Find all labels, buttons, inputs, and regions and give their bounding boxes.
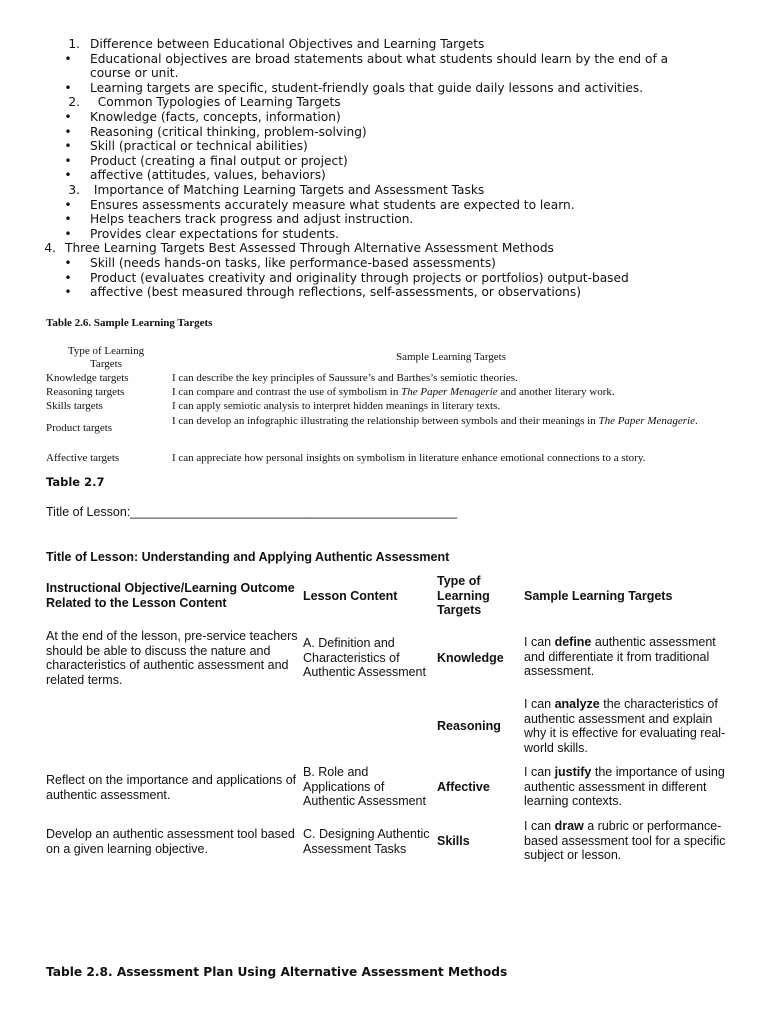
outline-item-text: Importance of Matching Learning Targets and Assessment Tasks bbox=[90, 182, 485, 197]
bullet-marker: • bbox=[64, 226, 72, 241]
target-text: . bbox=[694, 415, 698, 427]
outline-item-text: Reasoning (critical thinking, problem-solving) bbox=[90, 124, 367, 139]
bullet-marker: • bbox=[64, 80, 72, 95]
bullet-marker: • bbox=[64, 124, 72, 139]
outline-item-text: Knowledge (facts, concepts, information) bbox=[90, 109, 341, 124]
outline-item bbox=[0, 110, 768, 125]
sample-learning-target bbox=[524, 819, 734, 863]
outline-item bbox=[0, 183, 768, 198]
target-text: I can apply semiotic analysis to interpret hidden meanings in literary texts. bbox=[172, 400, 501, 412]
learning-objective: Develop an authentic assessment tool based on a given learning objective. bbox=[46, 827, 295, 856]
lesson-title: Title of Lesson: Understanding and Applying Authentic Assessment bbox=[46, 550, 450, 564]
outline-item-text: Difference between Educational Objectives and Learning Targets bbox=[90, 37, 485, 51]
bullet-marker: • bbox=[64, 139, 72, 154]
outline-item bbox=[0, 256, 768, 271]
lesson-title-blank: Title of Lesson:_______________________________________________ bbox=[46, 505, 458, 519]
target-text: I can bbox=[524, 819, 555, 833]
bullet-marker: • bbox=[64, 109, 72, 124]
outline-item-text: affective (best measured through reflections, self-assessments, or observations) bbox=[90, 285, 582, 300]
learning-target-type: Affective targets bbox=[46, 452, 120, 464]
learning-target-type: Skills bbox=[437, 834, 470, 848]
table-2-7-header-content: Lesson Content bbox=[303, 589, 398, 603]
table-2-7-header-type: Type of Learning Targets bbox=[437, 574, 490, 618]
number-marker: 4. bbox=[44, 241, 56, 256]
lesson-content: C. Designing Authentic Assessment Tasks bbox=[303, 827, 430, 856]
number-marker: 2. bbox=[68, 95, 80, 110]
learning-objective: Reflect on the importance and applications of authentic assessment. bbox=[46, 773, 297, 802]
outline-list bbox=[0, 37, 768, 300]
table-2-7-header-sample: Sample Learning Targets bbox=[524, 589, 673, 603]
table-2-6-caption: Table 2.6. Sample Learning Targets bbox=[46, 317, 213, 329]
target-text: I can bbox=[524, 697, 555, 711]
bullet-marker: • bbox=[64, 153, 72, 168]
target-text: a rubric or performance-based assessment tool for a specific subject or lesson. bbox=[524, 819, 726, 863]
table-2-7-header-objective: Instructional Objective/Learning Outcome Related to the Lesson Content bbox=[46, 581, 295, 610]
action-verb: draw bbox=[554, 819, 584, 833]
outline-item bbox=[0, 37, 768, 52]
bullet-marker: • bbox=[64, 270, 72, 285]
sample-learning-target bbox=[172, 400, 742, 413]
sample-learning-target bbox=[172, 386, 742, 399]
lesson-content: B. Role and Applications of Authentic Assessment bbox=[303, 765, 426, 809]
outline-item-text: Three Learning Targets Best Assessed Through Alternative Assessment Methods bbox=[65, 241, 554, 256]
learning-target-type: Reasoning targets bbox=[46, 386, 125, 398]
bullet-marker: • bbox=[64, 285, 72, 300]
learning-target-type: Affective bbox=[437, 780, 490, 794]
outline-item bbox=[0, 227, 768, 242]
action-verb: justify bbox=[554, 765, 592, 779]
outline-item-text: Educational objectives are broad statements about what students should learn by the end of a course or unit. bbox=[90, 51, 673, 81]
sample-learning-target bbox=[172, 415, 742, 428]
outline-item bbox=[0, 125, 768, 140]
sample-learning-target bbox=[524, 635, 734, 679]
learning-target-type: Skills targets bbox=[46, 400, 103, 412]
literary-title: The Paper Menagerie bbox=[401, 386, 498, 398]
target-text: I can bbox=[524, 765, 555, 779]
outline-item-text: Common Typologies of Learning Targets bbox=[90, 95, 341, 110]
outline-item bbox=[0, 241, 768, 256]
outline-item-text: Ensures assessments accurately measure what students are expected to learn. bbox=[90, 197, 575, 212]
learning-target-type: Knowledge bbox=[437, 651, 504, 665]
bullet-marker: • bbox=[64, 168, 72, 183]
target-text: and another literary work. bbox=[497, 386, 615, 398]
lesson-content: A. Definition and Characteristics of Authentic Assessment bbox=[303, 636, 426, 680]
outline-item-text: Skill (needs hands-on tasks, like performance-based assessments) bbox=[90, 255, 496, 270]
table-2-6-header-type: Type of Learning Targets bbox=[67, 345, 145, 370]
outline-item-text: Skill (practical or technical abilities) bbox=[90, 139, 308, 154]
outline-item bbox=[0, 212, 768, 227]
action-verb: define bbox=[554, 635, 592, 649]
outline-item-text: Helps teachers track progress and adjust instruction. bbox=[90, 212, 414, 227]
outline-item-text: Provides clear expectations for students. bbox=[90, 226, 340, 241]
outline-item bbox=[0, 285, 768, 300]
outline-item bbox=[0, 81, 768, 96]
number-marker: 3. bbox=[68, 182, 80, 197]
outline-item-text: Product (creating a final output or project) bbox=[90, 153, 348, 168]
target-text: the importance of using authentic assessment in different learning contexts. bbox=[524, 765, 725, 809]
literary-title: The Paper Menagerie bbox=[598, 415, 695, 427]
outline-item bbox=[0, 52, 768, 81]
table-2-6-header-sample: Sample Learning Targets bbox=[395, 351, 507, 363]
sample-learning-target bbox=[524, 765, 734, 809]
sample-learning-target bbox=[172, 372, 742, 385]
outline-item bbox=[0, 198, 768, 213]
outline-item bbox=[0, 139, 768, 154]
learning-target-type: Product targets bbox=[46, 422, 113, 434]
target-text: authentic assessment and differentiate it from traditional assessment. bbox=[524, 635, 716, 679]
bullet-marker: • bbox=[64, 197, 72, 212]
bullet-marker: • bbox=[64, 51, 72, 66]
outline-item-text: Product (evaluates creativity and originality through projects or portfolios) output-based bbox=[90, 270, 629, 285]
target-text: I can develop an infographic illustrating the relationship between symbols and their meanings in bbox=[172, 415, 599, 427]
table-2-8-caption: Table 2.8. Assessment Plan Using Alternative Assessment Methods bbox=[46, 965, 508, 979]
target-text: I can bbox=[524, 635, 555, 649]
target-text: the characteristics of authentic assessment and explain why it is effective for evaluating real-world skills. bbox=[524, 697, 726, 755]
outline-item bbox=[0, 168, 768, 183]
table-2-7-caption: Table 2.7 bbox=[46, 475, 105, 489]
action-verb: analyze bbox=[554, 697, 600, 711]
target-text: I can compare and contrast the use of symbolism in bbox=[172, 386, 402, 398]
learning-objective: At the end of the lesson, pre-service teachers should be able to discuss the nature and characteristics of authentic assessment and related terms. bbox=[46, 629, 298, 687]
learning-target-type: Reasoning bbox=[437, 719, 501, 733]
outline-item bbox=[0, 154, 768, 169]
number-marker: 1. bbox=[68, 37, 80, 51]
outline-item bbox=[0, 271, 768, 286]
outline-item-text: affective (attitudes, values, behaviors) bbox=[90, 168, 326, 183]
target-text: I can appreciate how personal insights on symbolism in literature enhance emotional connections to a story. bbox=[172, 452, 646, 464]
sample-learning-target bbox=[524, 697, 734, 755]
learning-target-type: Knowledge targets bbox=[46, 372, 129, 384]
bullet-marker: • bbox=[64, 212, 72, 227]
target-text: I can describe the key principles of Saussure’s and Barthes’s semiotic theories. bbox=[172, 372, 518, 384]
sample-learning-target bbox=[172, 452, 742, 465]
outline-item-text: Learning targets are specific, student-friendly goals that guide daily lessons and activities. bbox=[90, 80, 644, 95]
outline-item bbox=[0, 95, 768, 110]
bullet-marker: • bbox=[64, 255, 72, 270]
